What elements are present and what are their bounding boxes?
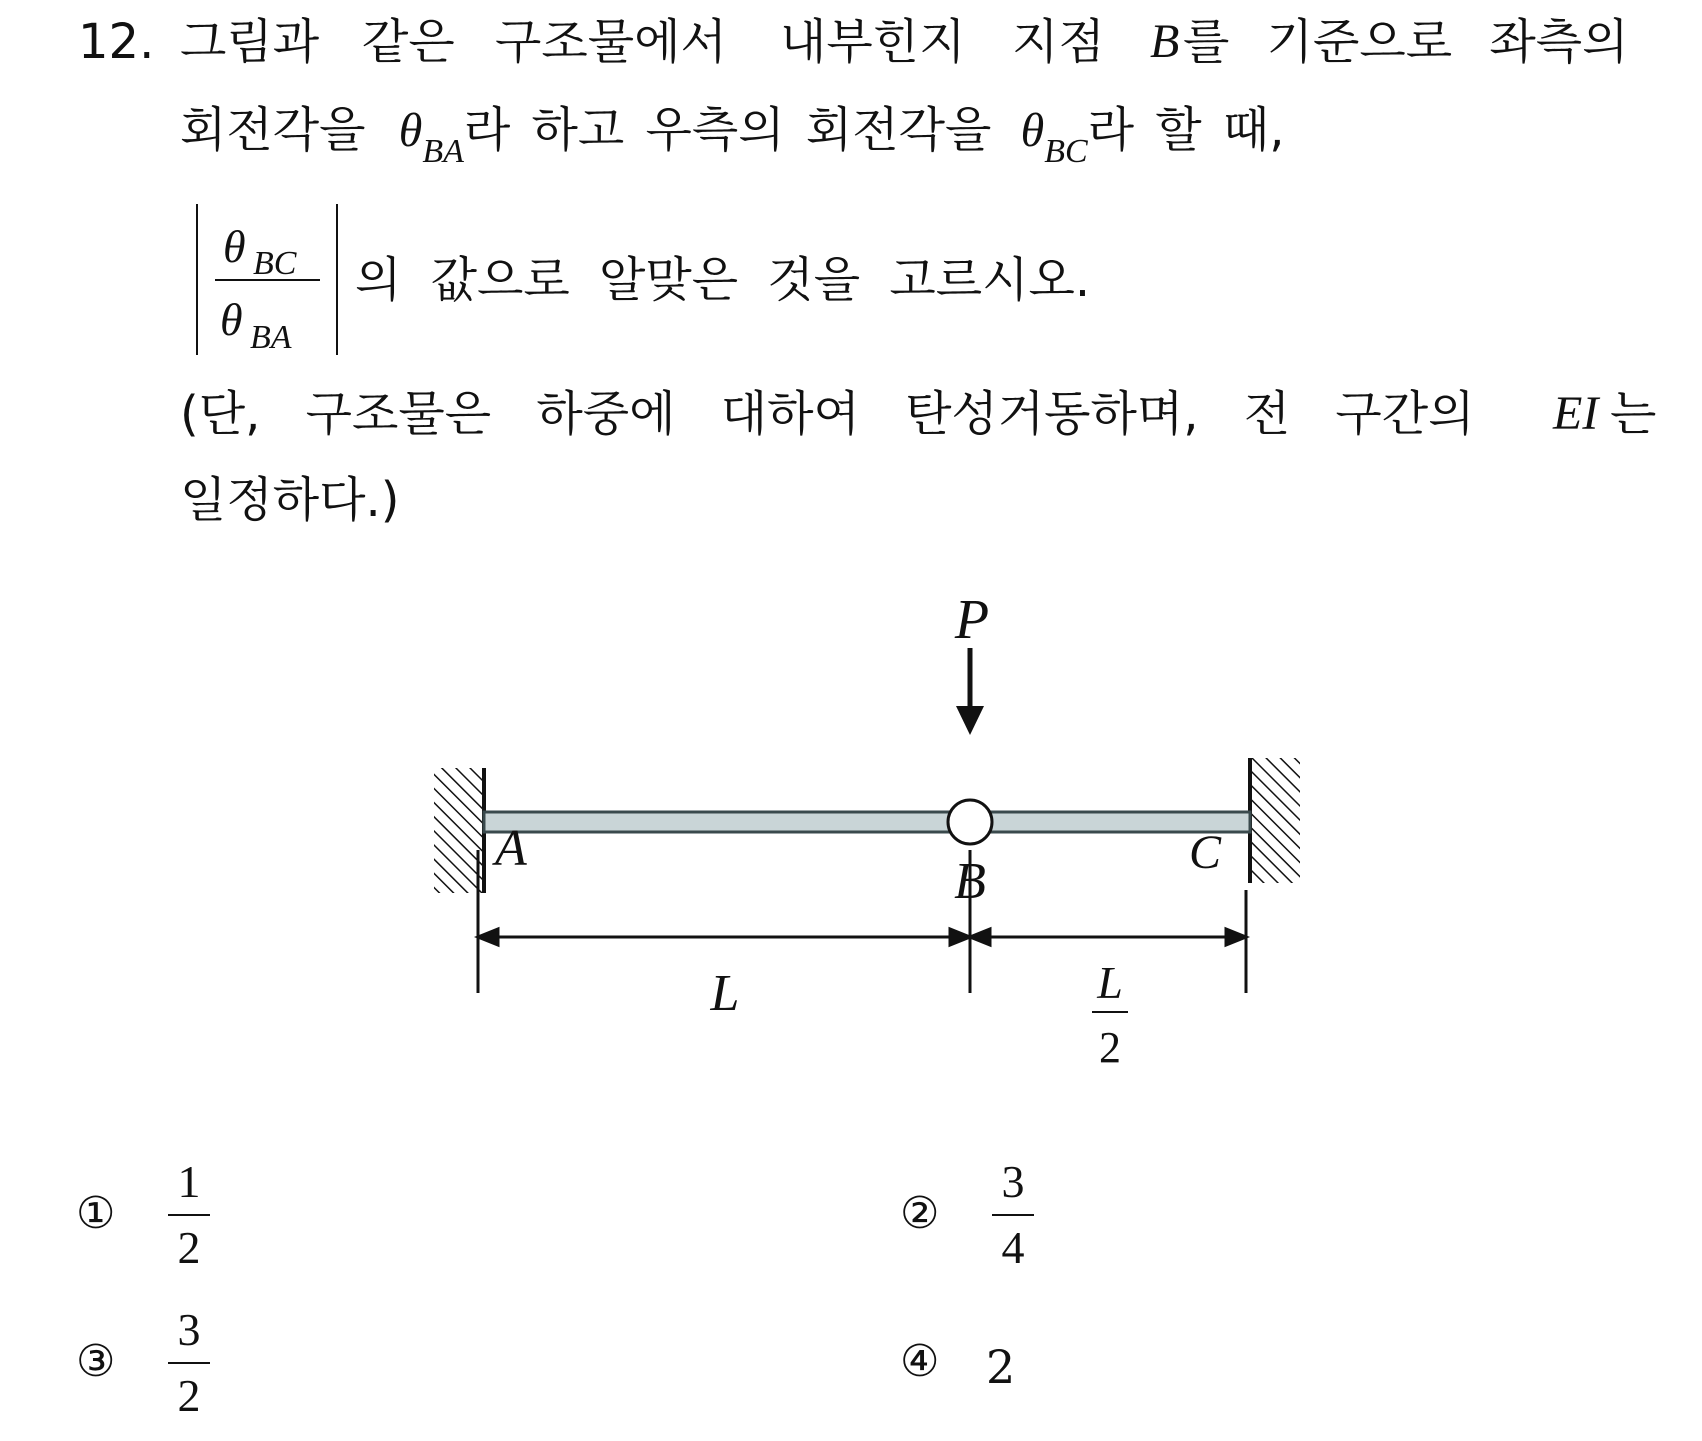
sub-bc: BC <box>253 245 297 282</box>
option-marker: ④ <box>900 1336 940 1387</box>
question-line-3: 의 값으로 알맞은 것을 고르시오. <box>355 252 1091 308</box>
sub-ba: BA <box>250 319 292 356</box>
denominator: 2 <box>177 1222 201 1273</box>
option-marker: ② <box>900 1188 940 1239</box>
abs-ratio-expression <box>195 202 345 357</box>
theta-symbol: θ <box>1020 104 1045 157</box>
option-1-fraction <box>168 1154 210 1276</box>
option-2-fraction <box>992 1154 1034 1276</box>
span-bc-numerator: L <box>1097 957 1123 1008</box>
word: 구조물에서 <box>495 14 727 70</box>
theta-denominator: θ <box>220 294 243 345</box>
word: 그림과 <box>180 14 320 70</box>
subscript-ba: BA <box>422 133 464 170</box>
numerator: 3 <box>1001 1156 1025 1207</box>
option-marker: ③ <box>76 1336 116 1387</box>
question-line-4: (단, 구조물은 하중에 대하여 탄성거동하며, 전 구간의 <box>180 386 1475 442</box>
right-fixed-support <box>1250 758 1300 883</box>
theta-numerator: θ <box>223 221 246 272</box>
load-arrow <box>956 648 984 735</box>
line4-tail: 는 <box>1610 386 1657 442</box>
beam-figure <box>400 600 1330 1090</box>
subscript-bc: BC <box>1044 133 1088 170</box>
point-b-symbol: B <box>1150 15 1180 68</box>
label-b: B <box>954 853 986 910</box>
option-3-fraction <box>168 1302 210 1424</box>
fraction-bar <box>168 1362 210 1364</box>
word: 지점 <box>1012 14 1105 70</box>
text: 라 하고 우측의 회전각을 <box>463 102 992 158</box>
label-c: C <box>1188 826 1222 879</box>
denominator: 4 <box>1001 1222 1025 1273</box>
word: 내부힌지 <box>780 14 966 70</box>
text: 라 할 때, <box>1087 102 1285 158</box>
label-a: A <box>495 820 527 877</box>
ei-symbol: EI <box>1553 387 1599 440</box>
line1-tail: 를 기준으로 좌측의 <box>1183 14 1629 70</box>
span-ab-label: L <box>710 965 740 1022</box>
span-bc-denominator: 2 <box>1099 1023 1121 1072</box>
load-label: P <box>954 600 990 651</box>
question-line-2 <box>180 100 1285 182</box>
word: 같은 <box>362 14 455 70</box>
theta-symbol: θ <box>398 104 423 157</box>
numerator: 3 <box>177 1304 201 1355</box>
dimension-lines <box>478 850 1246 993</box>
question-line-5: 일정하다.) <box>180 472 400 528</box>
option-4-value: 2 <box>986 1340 1016 1394</box>
numerator: 1 <box>177 1156 201 1207</box>
internal-hinge <box>948 800 992 844</box>
fraction-bar <box>168 1214 210 1216</box>
text: 회전각을 <box>180 102 366 158</box>
fraction-bar <box>992 1214 1034 1216</box>
option-marker: ① <box>76 1188 116 1239</box>
beam-segment-ab <box>484 812 956 832</box>
denominator: 2 <box>177 1370 201 1421</box>
question-number: 12. <box>78 14 155 70</box>
